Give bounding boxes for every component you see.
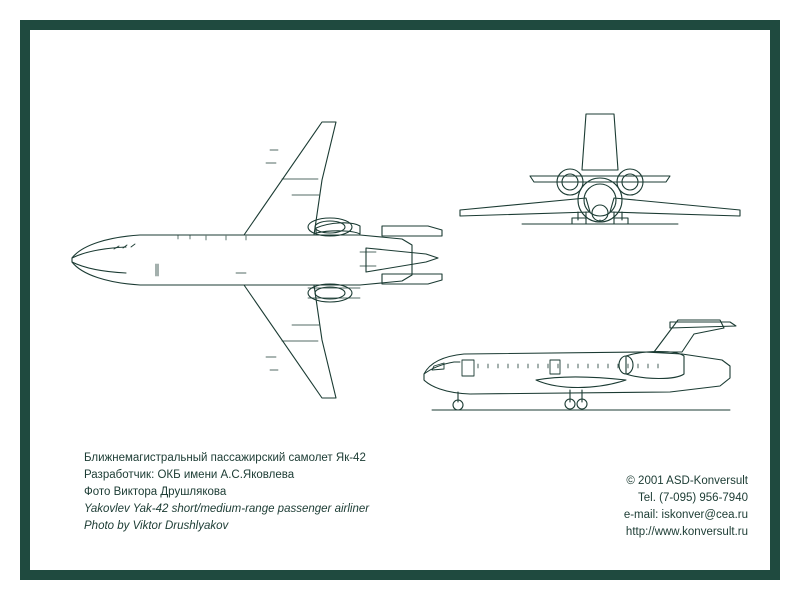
contact-block xyxy=(498,473,748,541)
telephone-line: Tel. (7-095) 956-7940 xyxy=(638,492,748,504)
caption-line-russian-title: Ближнемагистральный пассажирский самолет Як-42 xyxy=(84,452,366,464)
caption-line-russian-photo: Фото Виктора Друшлякова xyxy=(84,486,227,498)
three-view-svg xyxy=(30,30,770,440)
website-line: http://www.konversult.ru xyxy=(625,526,748,538)
aircraft-three-view-drawing xyxy=(30,30,770,440)
top-view-group xyxy=(72,122,442,398)
email-line: e-mail: iskonver@cea.ru xyxy=(623,509,748,521)
postcard-frame xyxy=(20,20,780,580)
side-view-group xyxy=(424,320,736,410)
caption-line-russian-designer: Разработчик: ОКБ имени А.С.Яковлева xyxy=(84,469,295,481)
front-view-group xyxy=(460,114,740,224)
caption-line-english-photo: Photo by Viktor Drushlyakov xyxy=(84,520,229,532)
caption-block xyxy=(84,450,504,535)
caption-line-english-title: Yakovlev Yak-42 short/medium-range passenger airliner xyxy=(84,503,370,515)
copyright-line: © 2001 ASD-Konversult xyxy=(626,475,748,487)
postcard-inner xyxy=(30,30,770,570)
